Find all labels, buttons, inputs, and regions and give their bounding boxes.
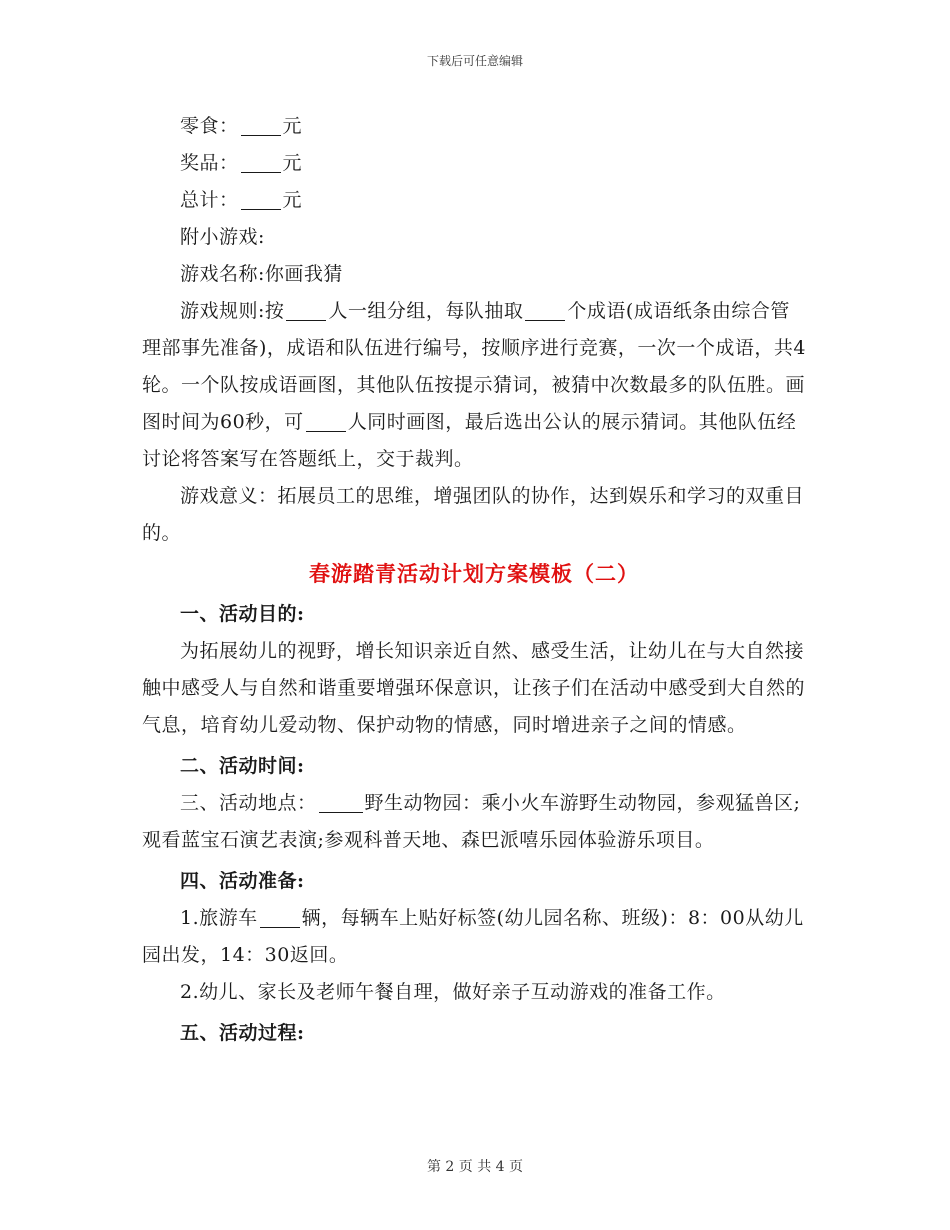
budget-snacks-label: 零食： <box>180 115 239 137</box>
budget-unit: 元 <box>282 152 303 174</box>
section-title: 春游踏青活动计划方案模板（二） <box>309 561 639 586</box>
game-appendix: 附小游戏: <box>180 226 265 248</box>
blank-line <box>241 189 281 210</box>
blank-line <box>241 115 281 136</box>
blank-line <box>260 907 300 928</box>
prep-item-1-b: 辆，每辆车上贴好标签(幼儿园名称、班级)：8：00从幼儿园出发，14：30返回。 <box>142 907 804 966</box>
game-rules-part-d: 人同时画图，最后选出公认的展示猜词。其他队伍经讨论将答案写在答题纸上，交于裁判。 <box>142 411 797 470</box>
budget-snacks-line <box>142 108 806 145</box>
blank-line <box>319 792 363 813</box>
blank-line <box>306 411 346 432</box>
place-text: 野生动物园：乘小火车游野生动物园，参观猛兽区;观看蓝宝石演艺表演;参观科普天地、森巴派嘻乐园体验游乐项目。 <box>142 792 801 851</box>
heading-time: 二、活动时间: <box>180 755 305 777</box>
heading-purpose: 一、活动目的: <box>180 603 305 625</box>
prep-item-2: 2.幼儿、家长及老师午餐自理，做好亲子互动游戏的准备工作。 <box>180 981 726 1003</box>
blank-line <box>241 152 281 173</box>
blank-line <box>286 300 326 321</box>
purpose-paragraph: 为拓展幼儿的视野，增长知识亲近自然、感受生活，让幼儿在与大自然接触中感受人与自然和谐重要增强环保意识，让孩子们在活动中感受到大自然的气息，培育幼儿爱动物、保护动物的情感，同时增进亲子之间的情感。 <box>142 640 806 736</box>
budget-total-line <box>142 182 806 219</box>
place-label: 三、活动地点： <box>180 792 317 814</box>
game-rules <box>142 293 806 478</box>
game-rules-part-a: 游戏规则:按 <box>180 300 285 322</box>
document-body <box>142 108 806 1052</box>
budget-unit: 元 <box>282 115 303 137</box>
game-meaning: 游戏意义：拓展员工的思维，增强团队的协作，达到娱乐和学习的双重目的。 <box>142 485 805 544</box>
budget-total-label: 总计： <box>180 189 239 211</box>
heading-process: 五、活动过程: <box>180 1022 305 1044</box>
game-rules-part-b: 人一组分组，每队抽取 <box>328 300 524 322</box>
prep-item-1 <box>142 900 806 974</box>
game-name: 游戏名称:你画我猜 <box>180 263 343 285</box>
budget-prizes-label: 奖品： <box>180 152 239 174</box>
budget-prizes-line <box>142 145 806 182</box>
game-rules-part-c: 个成语(成语纸条由综合管理部事先准备)，成语和队伍进行编号，按顺序进行竞赛，一次一个成语，共4轮。一个队按成语画图，其他队伍按提示猜词，被猜中次数最多的队伍胜。画图时间为60秒，可 <box>142 300 807 433</box>
place-paragraph <box>142 785 806 859</box>
page-footer-number: 第 2 页 共 4 页 <box>426 1159 524 1175</box>
blank-line <box>525 300 565 321</box>
prep-item-1-a: 1.旅游车 <box>180 907 258 929</box>
heading-preparation: 四、活动准备: <box>180 870 305 892</box>
page-header-note: 下载后可任意编辑 <box>426 54 523 68</box>
budget-unit: 元 <box>282 189 303 211</box>
